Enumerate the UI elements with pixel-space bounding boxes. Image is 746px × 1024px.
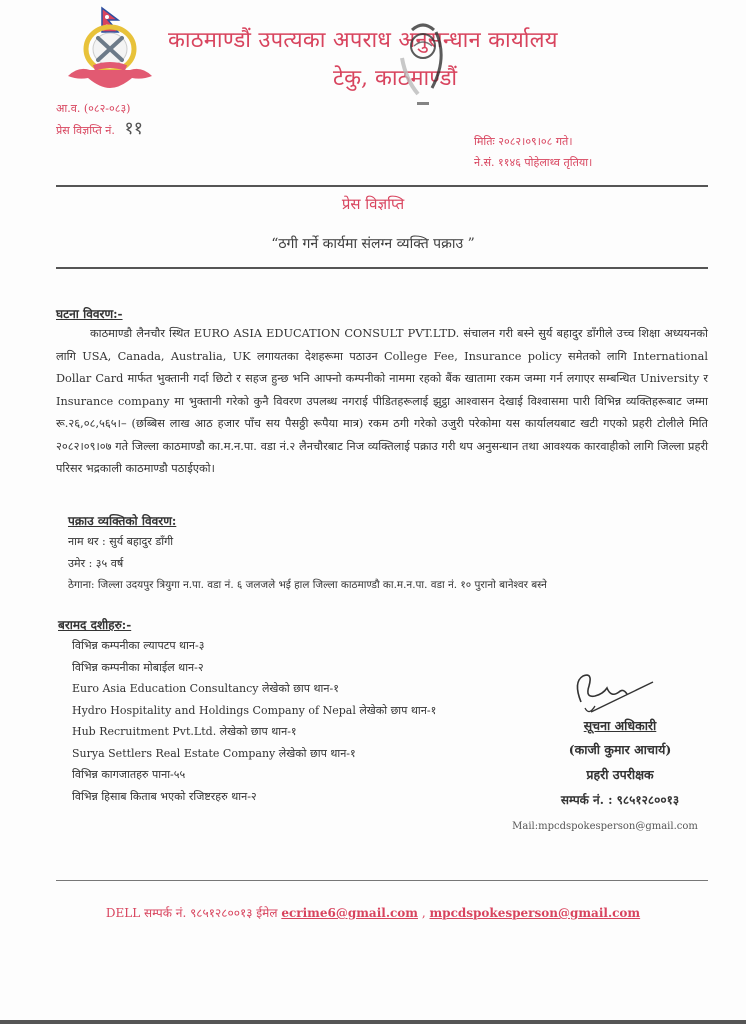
nepal-police-emblem-icon [60, 4, 160, 92]
press-release-number-value: ११ [124, 118, 144, 139]
seized-item: Hub Recruitment Pvt.Ltd. लेखेको छाप थान-१ [72, 725, 297, 738]
footer-email-link[interactable]: mpcdspokesperson@gmail.com [429, 906, 641, 920]
handwritten-signature-icon [567, 672, 657, 720]
seized-items-heading: बरामद दशीहरु:- [58, 618, 132, 632]
incident-heading: घटना विवरण:- [56, 307, 123, 321]
bottom-edge [0, 1020, 746, 1024]
release-date: मितिः २०८२।०९।०८ गते। [474, 135, 573, 148]
footer-contact [0, 904, 746, 921]
arrested-age: उमेर : ३५ वर्ष [68, 557, 124, 570]
arrested-address: ठेगाना: जिल्ला उदयपुर त्रियुगा न.पा. वडा नं. ६ जलजले भई हाल जिल्ला काठमाण्डौ का.म.न.पा. वडा नं. १० पुरानो बानेश्वर बस्ने [68, 579, 547, 591]
footer-contact-prefix: DELL सम्पर्क नं. ९८५१२८००१३ ईमेल [105, 906, 278, 920]
signatory-title: सूचना अधिकारी [583, 718, 657, 733]
seized-item: Surya Settlers Real Estate Company लेखेको छाप थान-१ [72, 746, 356, 760]
fiscal-year: आ.व. (०८२-०८३) [56, 102, 131, 115]
incident-description: काठमाण्डौ लैनचौर स्थित EURO ASIA EDUCATION CONSULT PVT.LTD. संचालन गरी बस्ने सुर्य बहादुर डाँगीले उच्च शिक्षा अध्ययनको लागि USA, Canada, Australia, UK लगायतका देशहरूमा पठाउन College Fee, Insurance policy समेतको लागि International Dollar Card मार्फत भुक्तानी गर्दा छिटो र सहज हुन्छ भनि आफ्नो कम्पनीको नाममा रहको बैंक खातामा रकम जम्मा गर्न लगाएर सम्बन्धित University र Insurance company मा भुक्तानी गरेको कुनै विवरण उपलब्ध नगराई पीडितहरूलाई झुट्ठा आश्वासन देखाई विश्वासमा पारी विभिन्न व्यक्तिहरूबाट जम्मा रू.२६,०८,५६५।– (छब्बिस लाख आठ हजार पाँच सय पैसठ्ठी रूपैया मात्र) रकम ठगी गरेको उजुरी परेकोमा यस कार्यालयबाट खटी गएको प्रहरी टोलीले मिति २०८२।०९।०७ गते जिल्ला काठमाण्डौ का.म.न.पा. वडा नं.२ लैनचौरबाट निज व्यक्तिलाई पक्राउ गरी थप अनुसन्धान तथा आवश्यक कारवाहीको लागि जिल्ला प्रहरी परिसर भद्रकाली काठमाण्डौ पठाईएको। [56, 327, 708, 475]
signatory-name: (काजी कुमार आचार्य) [568, 742, 672, 757]
office-title: काठमाण्डौं उपत्यका अपराध अनुसन्धान कार्यालय [168, 28, 558, 53]
press-release-number [56, 116, 143, 140]
press-release-number-label: प्रेस विज्ञप्ति नं. [56, 124, 115, 137]
seized-item: विभिन्न हिसाब किताब भएको रजिष्टरहरु थान-२ [72, 789, 257, 803]
press-release-title: प्रेस विज्ञप्ति [341, 195, 405, 213]
arrested-person-heading: पक्राउ व्यक्तिको विवरण: [68, 514, 177, 528]
nepal-sambat-date: ने.सं. ११४६ पोहेलाथ्व तृतिया। [474, 156, 593, 169]
seized-item: विभिन्न कागजातहरु पाना-५५ [72, 768, 186, 781]
divider [56, 267, 708, 269]
footer-email-link[interactable]: ecrime6@gmail.com [281, 906, 418, 920]
footer-separator: , [421, 906, 426, 920]
seized-item: Hydro Hospitality and Holdings Company of Nepal लेखेको छाप थान-१ [72, 703, 437, 717]
office-seal-icon [392, 18, 454, 110]
seized-item: विभिन्न कम्पनीका ल्यापटप थान-३ [72, 639, 205, 652]
press-release-subject: “ठगी गर्ने कार्यमा संलग्न व्यक्ति पक्राउ ” [271, 236, 475, 252]
signatory-rank: प्रहरी उपरीक्षक [586, 767, 654, 782]
signatory-contact: सम्पर्क नं. : ९८५१२८००१३ [560, 793, 680, 807]
office-location: टेकु, काठमाण्डौं [333, 66, 458, 91]
arrested-name: नाम थर : सुर्य बहादुर डाँगी [68, 535, 174, 548]
divider [56, 185, 708, 187]
seized-item: विभिन्न कम्पनीका मोबाईल थान-२ [72, 660, 204, 674]
divider [56, 880, 708, 881]
seized-item: Euro Asia Education Consultancy लेखेको छाप थान-१ [72, 682, 339, 695]
signatory-mail: Mail:mpcdspokesperson@gmail.com [512, 821, 698, 832]
